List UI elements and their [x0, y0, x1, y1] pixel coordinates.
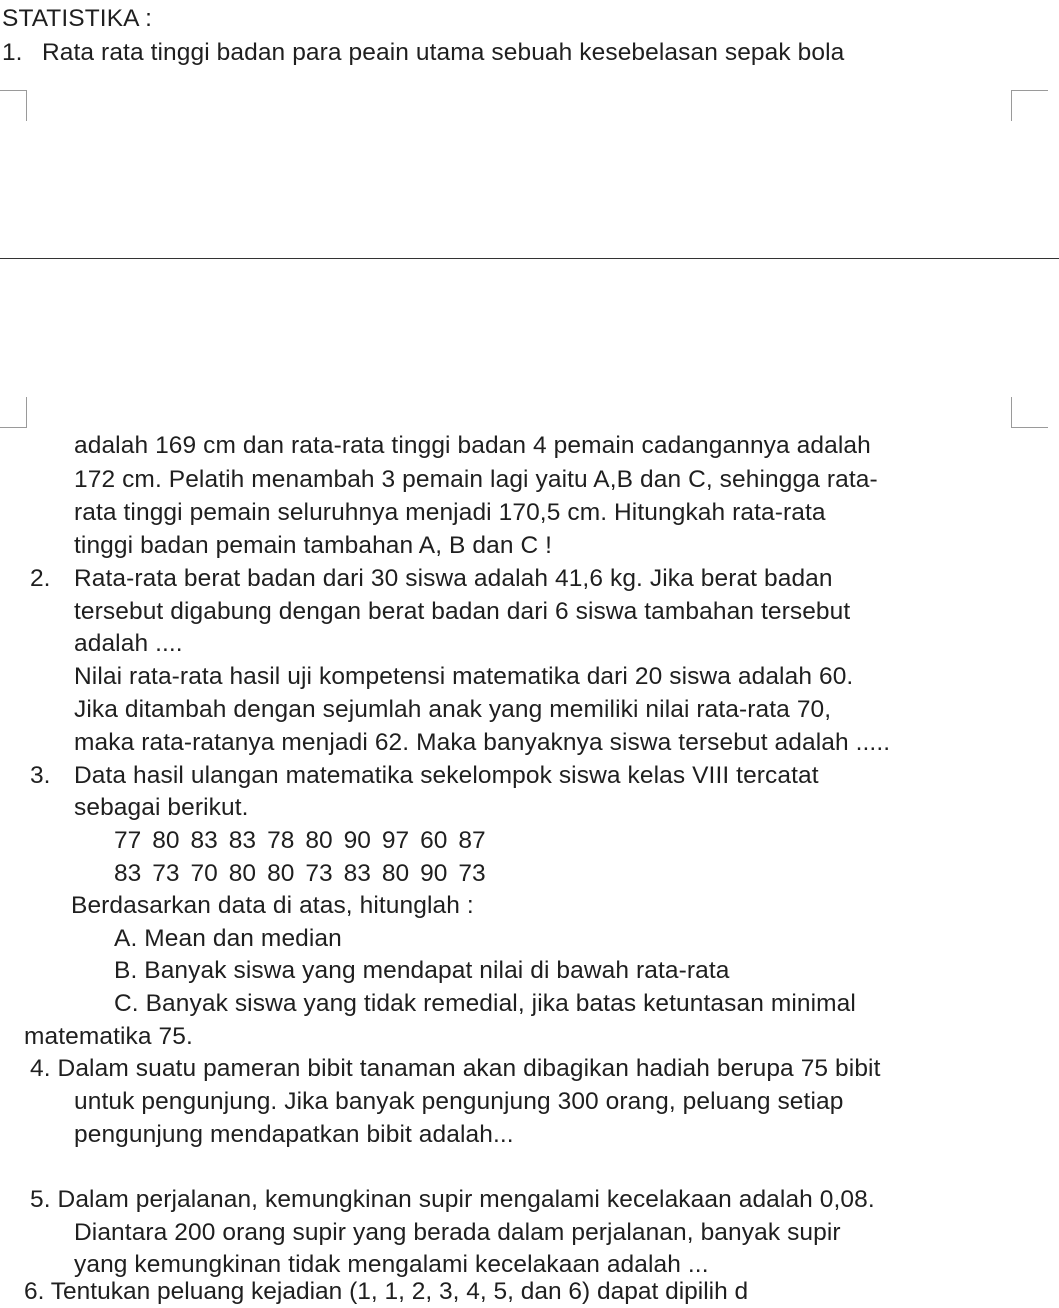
- question-3-part-a: A. Mean dan median: [114, 925, 342, 952]
- question-4-line: pengunjung mendapatkan bibit adalah...: [74, 1121, 514, 1148]
- question-1-line: rata tinggi pemain seluruhnya menjadi 170,5 cm. Hitungkah rata-rata: [74, 499, 826, 526]
- data-value: 83: [228, 827, 257, 854]
- data-value: 73: [305, 860, 333, 887]
- data-value: 83: [114, 860, 142, 887]
- question-2-line: maka rata-ratanya menjadi 62. Maka banyaknya siswa tersebut adalah .....: [74, 729, 891, 756]
- data-row-1: [114, 825, 497, 857]
- data-value: 90: [420, 860, 448, 887]
- data-value: 78: [267, 827, 295, 854]
- question-3-part-c: C. Banyak siswa yang tidak remedial, jika batas ketuntasan minimal: [114, 990, 856, 1017]
- crop-mark-top-right: [1011, 90, 1048, 121]
- question-5-line: Diantara 200 orang supir yang berada dalam perjalanan, banyak supir: [74, 1219, 841, 1246]
- data-value: 80: [228, 860, 257, 887]
- data-value: 73: [152, 860, 180, 887]
- data-value: 73: [458, 860, 486, 887]
- data-value: 87: [458, 827, 486, 854]
- question-2-line: tersebut digabung dengan berat badan dari 6 siswa tambahan tersebut: [74, 598, 851, 625]
- crop-mark-bottom-right: [1011, 397, 1048, 428]
- question-3-instruction: Berdasarkan data di atas, hitunglah :: [71, 892, 474, 919]
- question-2-line: adalah ....: [74, 630, 183, 657]
- question-3-part-c-continued: matematika 75.: [24, 1023, 193, 1050]
- data-value: 90: [343, 827, 371, 854]
- data-value: 83: [343, 860, 371, 887]
- crop-mark-top-left: [0, 90, 27, 121]
- page-title: STATISTIKA :: [2, 5, 153, 32]
- question-3-line: Data hasil ulangan matematika sekelompok siswa kelas VIII tercatat: [74, 762, 819, 789]
- data-value: 60: [420, 827, 448, 854]
- question-2-number: 2.: [30, 565, 51, 592]
- question-4-line: untuk pengunjung. Jika banyak pengunjung 300 orang, peluang setiap: [74, 1088, 844, 1115]
- question-6-clipped-text: 6. Tentukan peluang kejadian (1, 1, 2, 3, 4, 5, dan 6) dapat dipilih d: [24, 1278, 749, 1305]
- data-value: 80: [267, 860, 295, 887]
- page-break-divider: [0, 258, 1059, 259]
- question-4-first-line: 4. Dalam suatu pameran bibit tanaman akan dibagikan hadiah berupa 75 bibit: [30, 1055, 881, 1082]
- question-3-part-b: B. Banyak siswa yang mendapat nilai di bawah rata-rata: [114, 957, 730, 984]
- question-2-line: Jika ditambah dengan sejumlah anak yang memiliki nilai rata-rata 70,: [74, 696, 832, 723]
- question-3-number: 3.: [30, 762, 51, 789]
- question-1-number: 1.: [2, 39, 23, 66]
- crop-mark-bottom-left: [0, 397, 27, 428]
- question-1-line: adalah 169 cm dan rata-rata tinggi badan 4 pemain cadangannya adalah: [74, 432, 871, 459]
- data-value: 70: [190, 860, 218, 887]
- data-value: 80: [152, 827, 180, 854]
- question-6-clipped-line: [24, 1276, 824, 1305]
- question-1-line: tinggi badan pemain tambahan A, B dan C !: [74, 532, 553, 559]
- data-value: 80: [305, 827, 333, 854]
- data-value: 97: [381, 827, 410, 854]
- data-value: 77: [114, 827, 142, 854]
- question-2-line: Rata-rata berat badan dari 30 siswa adalah 41,6 kg. Jika berat badan: [74, 565, 833, 592]
- question-2-line: Nilai rata-rata hasil uji kompetensi matematika dari 20 siswa adalah 60.: [74, 663, 854, 690]
- data-value: 83: [190, 827, 218, 854]
- question-5-first-line: 5. Dalam perjalanan, kemungkinan supir mengalami kecelakaan adalah 0,08.: [30, 1186, 875, 1213]
- question-1-line: 172 cm. Pelatih menambah 3 pemain lagi yaitu A,B dan C, sehingga rata-: [74, 466, 878, 493]
- question-3-line: sebagai berikut.: [74, 794, 249, 821]
- data-value: 80: [381, 860, 410, 887]
- question-5-line: yang kemungkinan tidak mengalami kecelakaan adalah ...: [74, 1251, 709, 1278]
- question-1-first-line: Rata rata tinggi badan para peain utama sebuah kesebelasan sepak bola: [42, 39, 845, 66]
- data-row-2: [114, 858, 497, 890]
